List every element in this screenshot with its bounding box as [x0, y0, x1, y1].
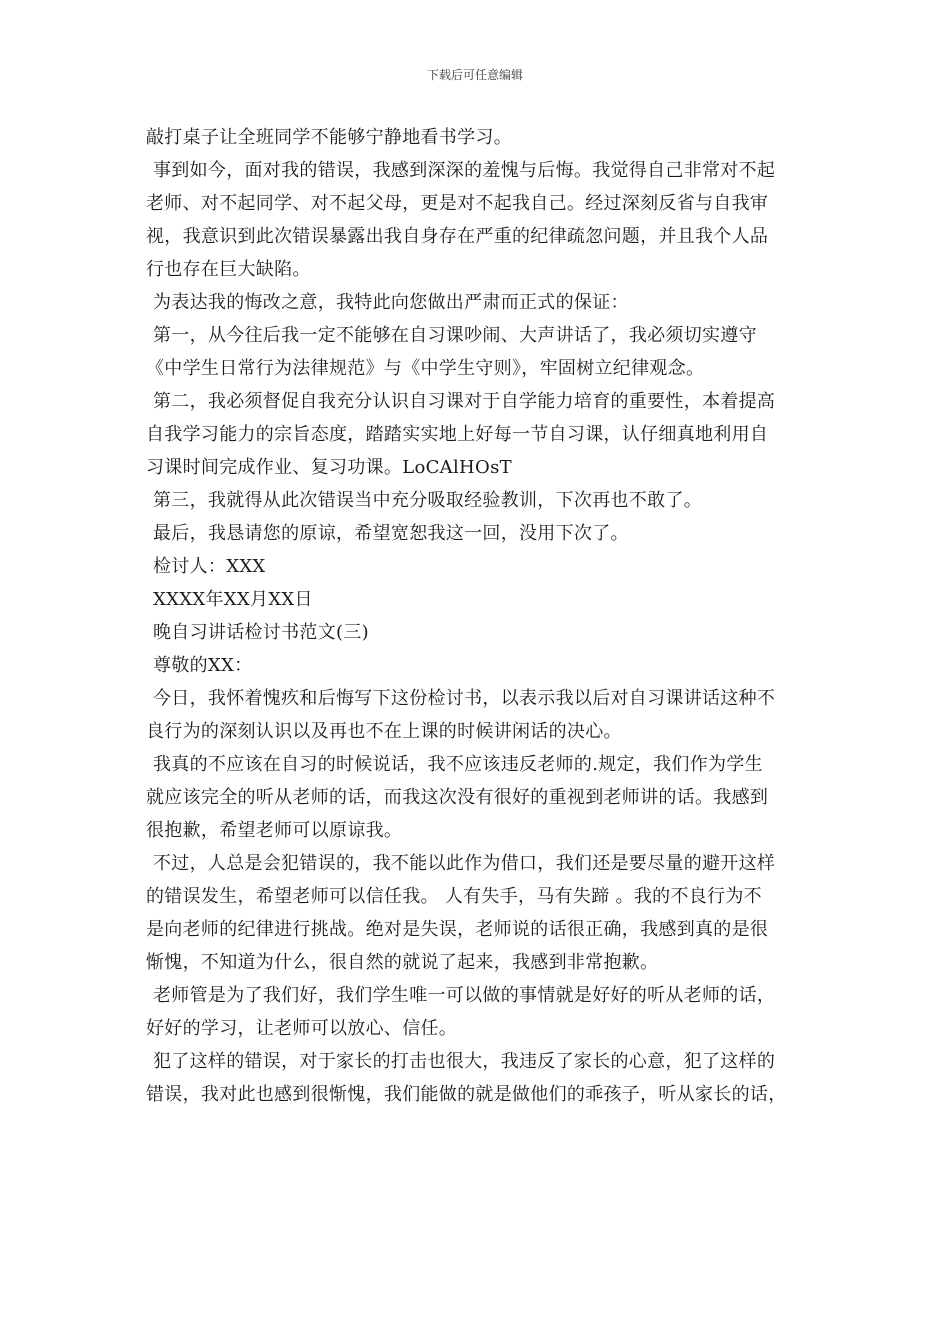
text-line: 自我学习能力的宗旨态度，踏踏实实地上好每一节自习课，认仔细真地利用自	[146, 424, 769, 445]
text-line: 最后，我恳请您的原谅，希望宽恕我这一回，没用下次了。	[153, 523, 629, 544]
text-line: 《中学生日常行为法律规范》与《中学生守则》，牢固树立纪律观念。	[146, 358, 705, 379]
text-line: 第三，我就得从此次错误当中充分吸取经验教训，下次再也不敢了。	[153, 490, 702, 511]
text-line: 习课时间完成作业、复习功课。LoCAlHOsT	[146, 457, 512, 478]
text-line: 犯了这样的错误，对于家长的打击也很大，我违反了家长的心意，犯了这样的	[153, 1051, 776, 1072]
text-line: 良行为的深刻认识以及再也不在上课的时候讲闲话的决心。	[146, 721, 622, 742]
page-header-note: 下载后可任意编辑	[426, 68, 523, 82]
text-line: 视，我意识到此次错误暴露出我自身存在严重的纪律疏忽问题，并且我个人品	[146, 226, 769, 247]
text-line: 敲打桌子让全班同学不能够宁静地看书学习。	[146, 127, 512, 148]
text-line: 行也存在巨大缺陷。	[146, 259, 311, 280]
text-line: 为表达我的悔改之意，我特此向您做出严肃而正式的保证：	[153, 292, 629, 313]
text-line: 第一，从今往后我一定不能够在自习课吵闹、大声讲话了，我必须切实遵守	[153, 325, 757, 346]
text-line: 好好的学习，让老师可以放心、信任。	[146, 1018, 458, 1039]
text-line: 的错误发生，希望老师可以信任我。 人有失手，马有失蹄 。我的不良行为不	[146, 886, 762, 907]
text-line: 不过，人总是会犯错误的，我不能以此作为借口，我们还是要尽量的避开这样	[153, 853, 776, 874]
text-line: 惭愧，不知道为什么，很自然的就说了起来，我感到非常抱歉。	[146, 952, 659, 973]
text-line: 事到如今，面对我的错误，我感到深深的羞愧与后悔。我觉得自己非常对不起	[153, 160, 776, 181]
text-line: 老师管是为了我们好，我们学生唯一可以做的事情就是好好的听从老师的话，	[153, 985, 776, 1006]
text-line: 今日，我怀着愧疚和后悔写下这份检讨书，以表示我以后对自习课讲话这种不	[153, 688, 776, 709]
text-line: 晚自习讲话检讨书范文(三)	[153, 622, 369, 643]
text-line: 检讨人：XXX	[153, 556, 266, 577]
text-line: 老师、对不起同学、对不起父母，更是对不起我自己。经过深刻反省与自我审	[146, 193, 769, 214]
text-line: 我真的不应该在自习的时候说话，我不应该违反老师的.规定，我们作为学生	[153, 754, 763, 775]
text-line: 是向老师的纪律进行挑战。绝对是失误，老师说的话很正确，我感到真的是很	[146, 919, 769, 940]
text-line: 尊敬的XX：	[153, 655, 253, 676]
text-line: 就应该完全的听从老师的话，而我这次没有很好的重视到老师讲的话。我感到	[146, 787, 769, 808]
text-line: XXXX年XX月XX日	[153, 589, 313, 610]
document-body	[146, 121, 826, 1111]
text-line: 错误，我对此也感到很惭愧，我们能做的就是做他们的乖孩子，听从家长的话，	[146, 1084, 787, 1105]
text-line: 很抱歉，希望老师可以原谅我。	[146, 820, 403, 841]
text-line: 第二，我必须督促自我充分认识自习课对于自学能力培育的重要性，本着提高	[153, 391, 776, 412]
